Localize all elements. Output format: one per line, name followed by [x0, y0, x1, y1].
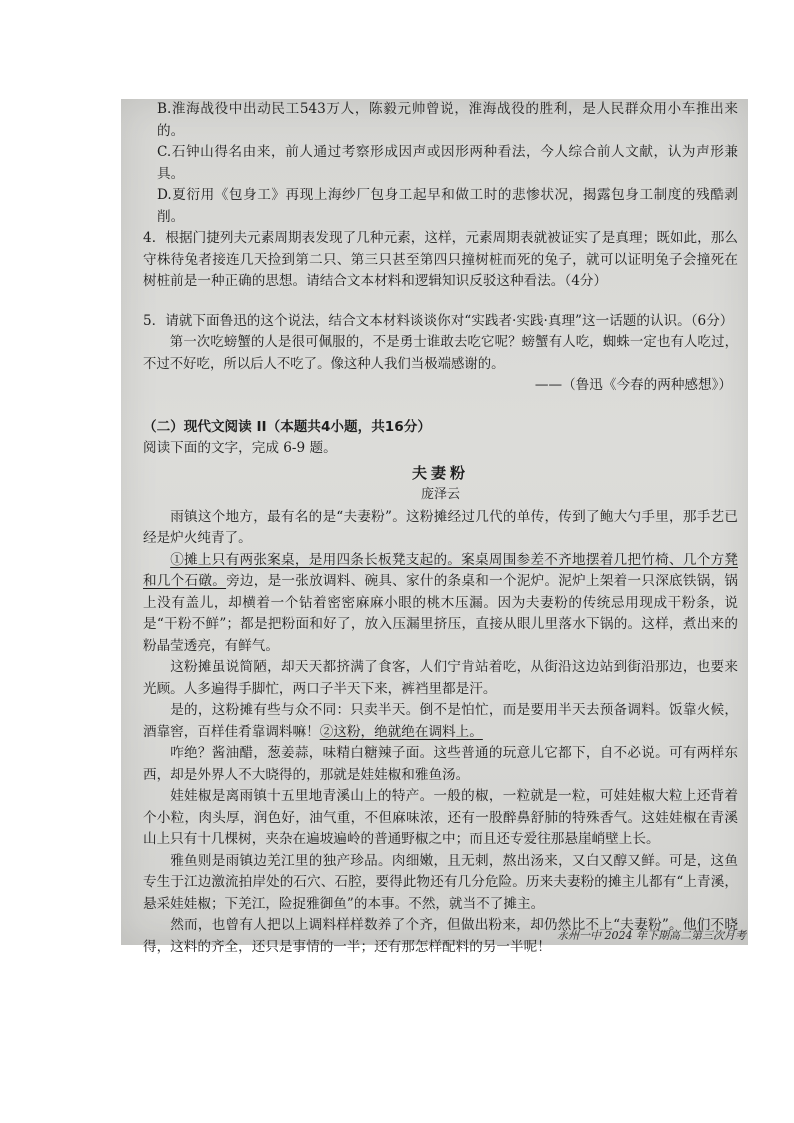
question-5: 5．请就下面鲁迅的这个说法，结合文本材料谈谈你对“实践者·实践·真理”这一话题的认识。（6分）: [143, 312, 734, 329]
section-header: （二）现代文阅读 II（本题共4小题，共16分）: [143, 418, 431, 435]
article-paragraph-8: 然而，也曾有人把以上调料样样数养了个齐，但做出粉来，却仍然比不上“夫妻粉”。他们不晓得，这料的齐全，还只是事情的一半；还有那怎样配料的另一半呢！: [143, 917, 738, 955]
article-paragraph-2: [143, 550, 738, 658]
quote-source: ——（鲁迅《今春的两种感想》）: [534, 377, 732, 393]
text-column: [143, 99, 738, 958]
article-paragraph-3: 这粉摊虽说简陋，却天天都挤满了食客，人们宁肯站着吃，从街沿这边站到街沿那边，也要来光顾。人多遍得手脚忙，两口子半天下来，裤裆里都是汗。: [143, 659, 738, 697]
spacer: [143, 293, 738, 311]
spacer: [143, 397, 738, 417]
question-4: 4．根据门捷列夫元素周期表发现了几种元素，这样，元素周期表就被证实了是真理；既如此，那么守株待兔者接连几天捡到第二只、第三只甚至第四只撞树桩而死的兔子，就可以证明兔子会撞死在树桩前是一种正确的思想。请结合文本材料和逻辑知识反驳这种看法。（4分）: [143, 230, 738, 289]
option-b: B.淮海战役中出动民工543万人，陈毅元帅曾说，淮海战役的胜利，是人民群众用小车推出来的。: [157, 101, 738, 139]
paragraph-2-rest: 旁边，是一张放调料、碗具、家什的条桌和一个泥炉。泥炉上架着一只深底铁锅，锅上没有盖儿，却横着一个钻着密密麻麻小眼的桃木压漏。因为夫妻粉的传统忌用现成干粉条，说是“干粉不鲜”；都是把粉面和好了，放入压漏里挤压，直接从眼儿里落水下锅的。这样，煮出来的粉晶莹透亮，有鲜气。: [143, 573, 739, 654]
underlined-sentence-1: ①摊上只有两张案桌，是用四条长板凳支起的。案桌周围参差不齐地摆着几把竹椅、几个方凳和几个石礅。: [143, 551, 738, 589]
article-paragraph-5: 咋绝？酱油醋，葱姜蒜，味精白糖辣子面。这些普通的玩意儿它都下，自不必说。可有两样东西，却是外界人不大晓得的，那就是娃娃椒和雅鱼汤。: [143, 745, 738, 783]
page-footer: 永州一中 2024 年下期高二第三次月考: [557, 929, 746, 942]
paragraph-4-text: 是的，这粉摊有些与众不同：只卖半天。倒不是怕忙，而是要用半天去预备调料。饭靠火候，酒靠窖，百样佳肴靠调料嘛！: [143, 702, 738, 740]
option-d: D.夏衍用《包身工》再现上海纱厂包身工起早和做工时的悲惨状况，揭露包身工制度的残酷剥削。: [157, 187, 738, 225]
article-author: 庞泽云: [420, 487, 460, 502]
article-paragraph-6: 娃娃椒是离雨镇十五里地青溪山上的特产。一般的椒，一粒就是一粒，可娃娃椒大粒上还背着个小粒，肉头厚，润色好，油气重，不但麻味浓，还有一股醉鼻舒肺的特殊香气。这娃娃椒在青溪山上只有十几棵树，夹杂在遍坡遍岭的普通野椒之中；而且还专爱往那悬崖峭壁上长。: [143, 788, 738, 847]
scanned-exam-page: [121, 99, 748, 955]
article-paragraph-7: 雅鱼则是雨镇边羌江里的独产珍品。肉细嫩，且无刺，熬出汤来，又白又醇又鲜。可是，这鱼专生于江边激流拍岸处的石穴、石腔，要得此物还有几分危险。历来夫妻粉的摊主儿都有“上青溪，悬采娃娃椒；下羌江，险捉雅御鱼”的本事。不然，就当不了摊主。: [143, 852, 738, 912]
lu-xun-quote: 第一次吃螃蟹的人是很可佩服的，不是勇士谁敢去吃它呢？螃蟹有人吃，蜘蛛一定也有人吃过，不过不好吃，所以后人不吃了。像这种人我们当极端感谢的。: [143, 335, 738, 372]
article-paragraph-4: [143, 700, 738, 743]
reading-instruction: 阅读下面的文字，完成 6-9 题。: [143, 440, 337, 456]
option-c: C.石钟山得名由来，前人通过考察形成因声或因形两种看法，今人综合前人文献，认为声形兼具。: [157, 144, 738, 182]
article-title: 夫妻粉: [411, 463, 469, 482]
underlined-sentence-2: ②这粉，绝就绝在调料上。: [319, 723, 483, 740]
article-paragraph-1: 雨镇这个地方，最有名的是“夫妻粉”。这粉摊经过几代的单传，传到了鲍大勺手里，那手艺已经是炉火纯青了。: [143, 508, 738, 546]
